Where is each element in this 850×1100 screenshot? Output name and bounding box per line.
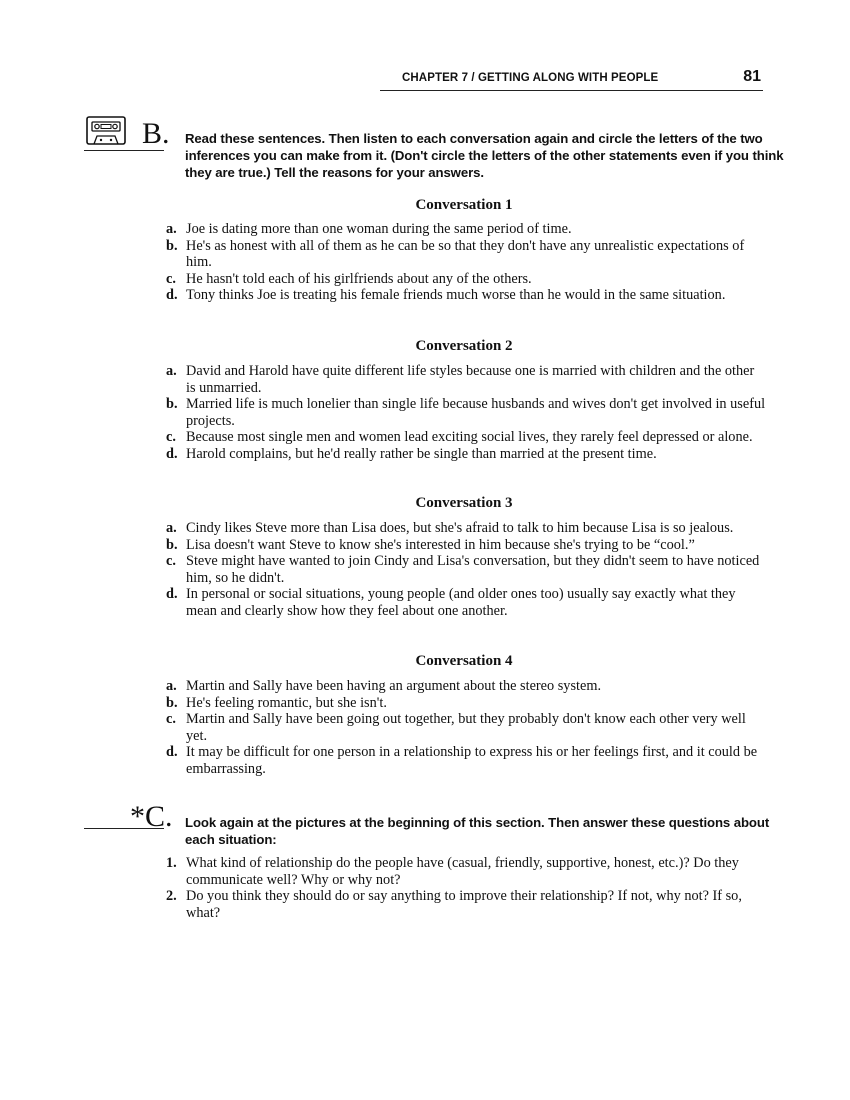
item-text: Married life is much lonelier than single life because husbands and wives don't get involved in useful projects. bbox=[186, 396, 766, 429]
item-text: David and Harold have quite different life styles because one is married with children and the other is unmarried. bbox=[186, 363, 755, 396]
item-text: Joe is dating more than one woman during the same period of time. bbox=[186, 221, 572, 237]
running-header bbox=[380, 64, 763, 91]
page-number: 81 bbox=[743, 68, 761, 85]
statement-item bbox=[166, 711, 766, 744]
item-text: Martin and Sally have been going out together, but they probably don't know each other very well yet. bbox=[186, 711, 746, 744]
section-b-letter: B. bbox=[142, 117, 170, 150]
question-item bbox=[166, 855, 766, 888]
section-b-marker bbox=[84, 114, 170, 151]
item-label[interactable]: b. bbox=[166, 694, 178, 711]
statement-item bbox=[166, 271, 766, 288]
statement-item bbox=[166, 678, 766, 695]
statement-item bbox=[166, 287, 766, 304]
item-label[interactable]: c. bbox=[166, 711, 176, 728]
statement-item bbox=[166, 363, 766, 396]
conversation-3-list bbox=[166, 520, 766, 620]
statement-item bbox=[166, 695, 766, 712]
item-text: Lisa doesn't want Steve to know she's interested in him because she's trying to be “cool.” bbox=[186, 536, 695, 553]
question-text: Do you think they should do or say anything to improve their relationship? If not, why not? If so, what? bbox=[186, 888, 742, 921]
question-number: 1. bbox=[166, 855, 177, 871]
statement-item bbox=[166, 221, 766, 238]
item-text: He hasn't told each of his girlfriends about any of the others. bbox=[186, 270, 532, 287]
section-b-instructions: Read these sentences. Then listen to each conversation again and circle the letters of the two inferences you can make from it. (Don't circle the letters of the other statements even if you think they are true.) Tell the reasons for your answers. bbox=[185, 131, 784, 180]
item-text: He's as honest with all of them as he can be so that they don't have any unrealistic expectations of him. bbox=[186, 237, 745, 271]
conversation-1-list bbox=[166, 221, 766, 304]
statement-item bbox=[166, 586, 766, 619]
item-label[interactable]: c. bbox=[166, 553, 176, 570]
chapter-title: CHAPTER 7 / GETTING ALONG WITH PEOPLE bbox=[402, 72, 659, 84]
section-c-instructions: Look again at the pictures at the beginning of this section. Then answer these questions about each situation: bbox=[185, 815, 770, 847]
statement-item bbox=[166, 396, 766, 429]
conversation-4-title: Conversation 4 bbox=[415, 653, 513, 669]
item-text: In personal or social situations, young people (and older ones too) usually say exactly what they mean and clearly show how they feel about one another. bbox=[186, 586, 736, 619]
item-label[interactable]: a. bbox=[166, 520, 177, 536]
statement-item bbox=[166, 429, 766, 446]
item-label[interactable]: b. bbox=[166, 237, 178, 254]
item-text: Cindy likes Steve more than Lisa does, but she's afraid to talk to him because Lisa is so jealous. bbox=[186, 520, 734, 536]
statement-item bbox=[166, 744, 766, 777]
conversation-2-list bbox=[166, 363, 766, 463]
section-c-marker bbox=[84, 800, 173, 833]
statement-item bbox=[166, 446, 766, 463]
section-c-letter: *C. bbox=[130, 800, 173, 833]
item-label[interactable]: d. bbox=[166, 744, 178, 761]
item-text: Steve might have wanted to join Cindy and Lisa's conversation, but they didn't seem to have noticed him, so he didn't. bbox=[186, 553, 760, 586]
conversation-4-list bbox=[166, 678, 766, 778]
item-label[interactable]: b. bbox=[166, 396, 178, 413]
question-number: 2. bbox=[166, 888, 177, 905]
conversation-1-title: Conversation 1 bbox=[415, 197, 513, 213]
item-label[interactable]: c. bbox=[166, 429, 176, 446]
item-text: Because most single men and women lead exciting social lives, they rarely feel depressed or alone. bbox=[186, 429, 753, 446]
item-label[interactable]: d. bbox=[166, 586, 178, 603]
item-label[interactable]: a. bbox=[166, 363, 177, 379]
item-label[interactable]: d. bbox=[166, 445, 178, 462]
question-text: What kind of relationship do the people have (casual, friendly, supportive, honest, etc.)? Do they communicate well? Why or why not? bbox=[186, 855, 739, 888]
item-text: Tony thinks Joe is treating his female friends much worse than he would in the same situation. bbox=[186, 287, 726, 304]
statement-item bbox=[166, 238, 766, 271]
conversation-2-title: Conversation 2 bbox=[415, 338, 513, 354]
statement-item bbox=[166, 553, 766, 586]
section-c-questions bbox=[166, 855, 766, 921]
item-label[interactable]: d. bbox=[166, 287, 178, 304]
item-label[interactable]: a. bbox=[166, 221, 177, 237]
item-text: Harold complains, but he'd really rather be single than married at the present time. bbox=[186, 445, 657, 462]
item-text: He's feeling romantic, but she isn't. bbox=[186, 694, 387, 711]
conversation-3-title: Conversation 3 bbox=[415, 495, 513, 511]
item-label[interactable]: b. bbox=[166, 536, 178, 553]
question-item bbox=[166, 888, 766, 921]
statement-item bbox=[166, 520, 766, 537]
item-label[interactable]: c. bbox=[166, 270, 176, 287]
item-text: It may be difficult for one person in a relationship to express his or her feelings first, and it could be embarrassing. bbox=[186, 744, 758, 777]
cassette-tape-icon bbox=[86, 116, 126, 146]
item-label[interactable]: a. bbox=[166, 678, 177, 694]
item-text: Martin and Sally have been having an argument about the stereo system. bbox=[186, 678, 602, 694]
statement-item bbox=[166, 537, 766, 554]
